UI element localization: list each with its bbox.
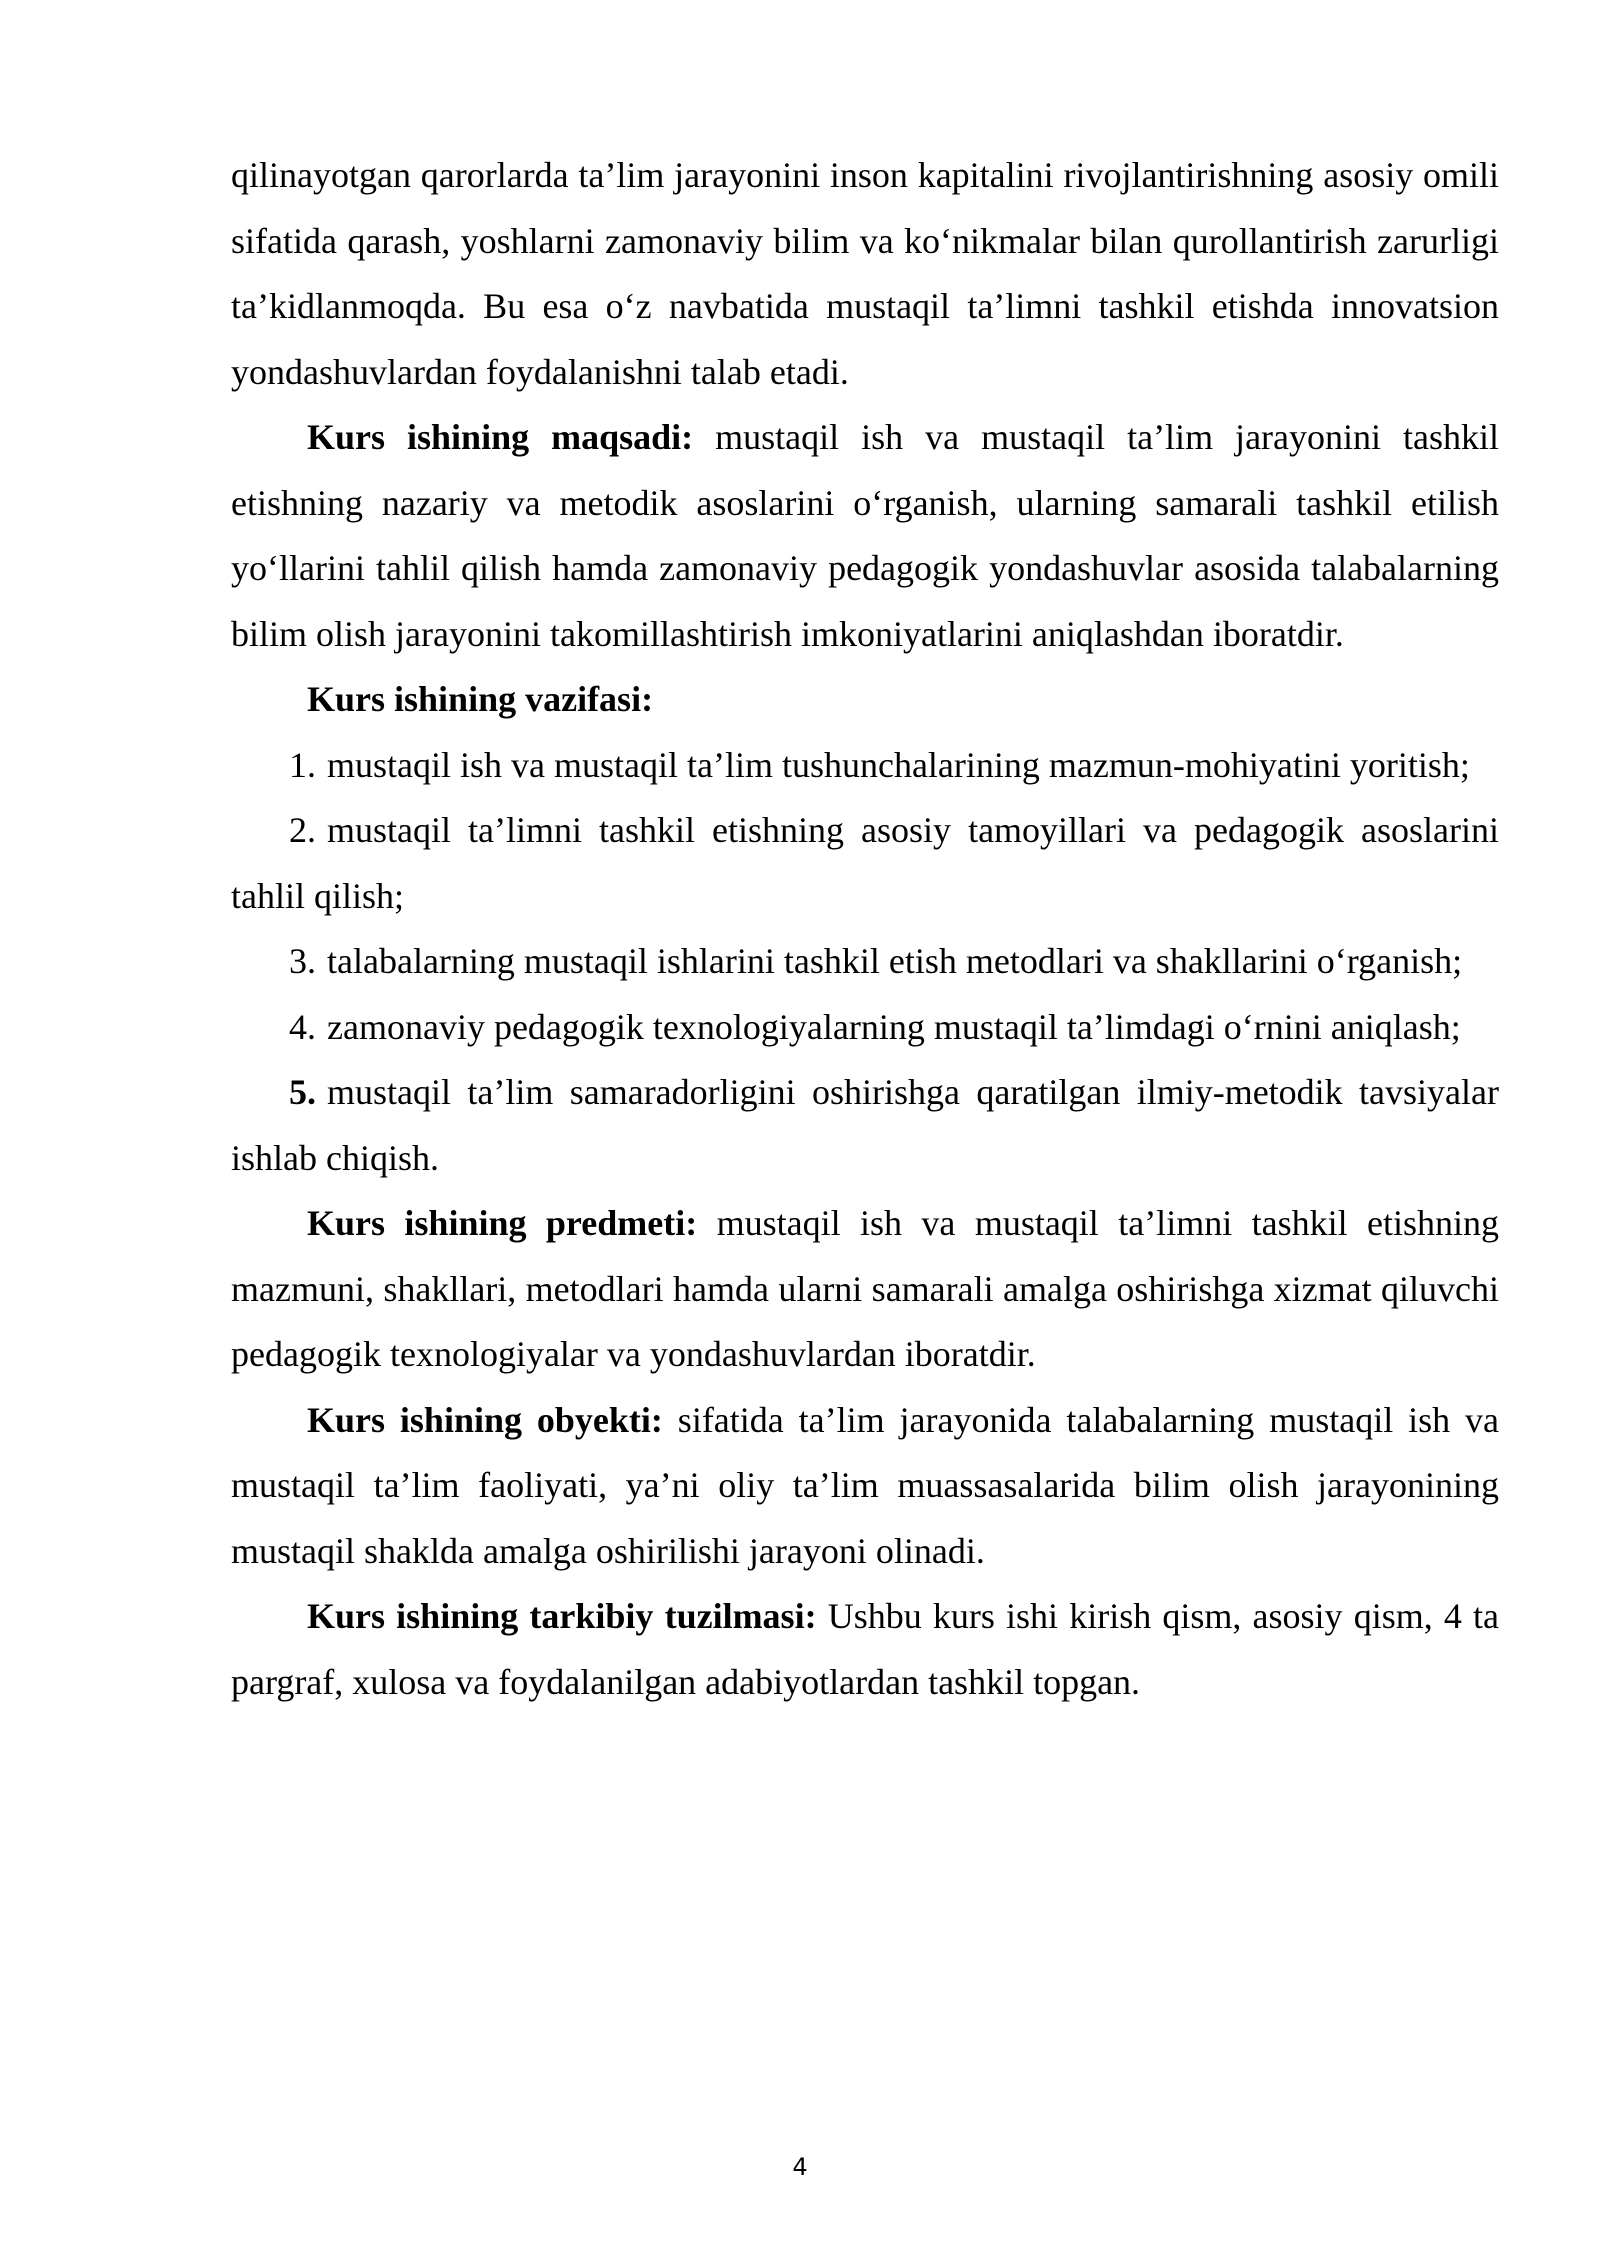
task-text: talabalarning mustaqil ishlarini tashkil etish metodlari va shakllarini o‘rganish; <box>327 941 1463 981</box>
goal-label: Kurs ishining maqsadi: <box>307 417 694 457</box>
object-label: Kurs ishining obyekti: <box>307 1399 663 1440</box>
structure-paragraph <box>231 1584 1499 1715</box>
task-item <box>231 1060 1499 1191</box>
tasks-label: Kurs ishining vazifasi: <box>307 679 654 719</box>
intro-paragraph: qilinayotgan qarorlarda ta’lim jarayonini inson kapitalini rivojlantirishning asosiy omili sifatida qarash, yoshlarni zamonaviy bilim va ko‘nikmalar bilan qurollantirish zarurligi ta’kidlanmoqda. Bu esa o‘z navbatida mustaqil ta’limni tashkil etishda innovatsion yondashuvlardan foydalanishni talab etadi. <box>231 155 1499 392</box>
task-number: 2. <box>289 810 316 850</box>
goal-paragraph <box>231 405 1499 667</box>
task-number: 1. <box>289 744 316 785</box>
task-item <box>231 733 1499 799</box>
task-number: 5. <box>289 1072 316 1112</box>
task-number: 3. <box>289 941 316 981</box>
task-text: mustaqil ta’limni tashkil etishning asosiy tamoyillari va pedagogik asoslarini tahlil qilish; <box>231 810 1499 916</box>
tasks-heading <box>231 667 1499 733</box>
object-paragraph <box>231 1388 1499 1585</box>
subject-label: Kurs ishining predmeti: <box>307 1203 698 1243</box>
task-item <box>231 929 1499 995</box>
goal-text: mustaqil ish va mustaqil ta’lim jarayonini tashkil etishning nazariy va metodik asoslarini o‘rganish, ularning samarali tashkil etilish yo‘llarini tahlil qilish hamda zamonaviy pedagogik yondashuvlar asosida talabalarning bilim olish jarayonini takomillashtirish imkoniyatlarini aniqlashdan iboratdir. <box>231 417 1500 654</box>
structure-label: Kurs ishining tarkibiy tuzilmasi: <box>307 1596 817 1636</box>
task-text: zamonaviy pedagogik texnologiyalarning mustaqil ta’limdagi o‘rnini aniqlash; <box>327 1006 1461 1047</box>
structure-text: Ushbu kurs ishi kirish qism, asosiy qism, 4 ta pargraf, xulosa va foydalanilgan adabiyotlardan tashkil topgan. <box>231 1596 1499 1702</box>
task-number: 4. <box>289 1006 316 1047</box>
page-body <box>231 143 1499 1715</box>
object-text: sifatida ta’lim jarayonida talabalarning mustaqil ish va mustaqil ta’lim faoliyati, ya’ni oliy ta’lim muassasalarida bilim olish jarayonining mustaqil shaklda amalga oshirilishi jarayoni olinadi. <box>231 1399 1499 1571</box>
task-text: mustaqil ish va mustaqil ta’lim tushunchalarining mazmun-mohiyatini yoritish; <box>327 744 1470 785</box>
task-item <box>231 995 1499 1061</box>
task-item <box>231 798 1499 929</box>
subject-text: mustaqil ish va mustaqil ta’limni tashkil etishning mazmuni, shakllari, metodlari hamda ularni samarali amalga oshirishga xizmat qiluvchi pedagogik texnologiyalar va yondashuvlardan iboratdir. <box>231 1203 1499 1374</box>
subject-paragraph <box>231 1191 1499 1388</box>
task-text: mustaqil ta’lim samaradorligini oshirishga qaratilgan ilmiy-metodik tavsiyalar ishlab chiqish. <box>231 1072 1499 1178</box>
page-number: 4 <box>792 2153 808 2181</box>
